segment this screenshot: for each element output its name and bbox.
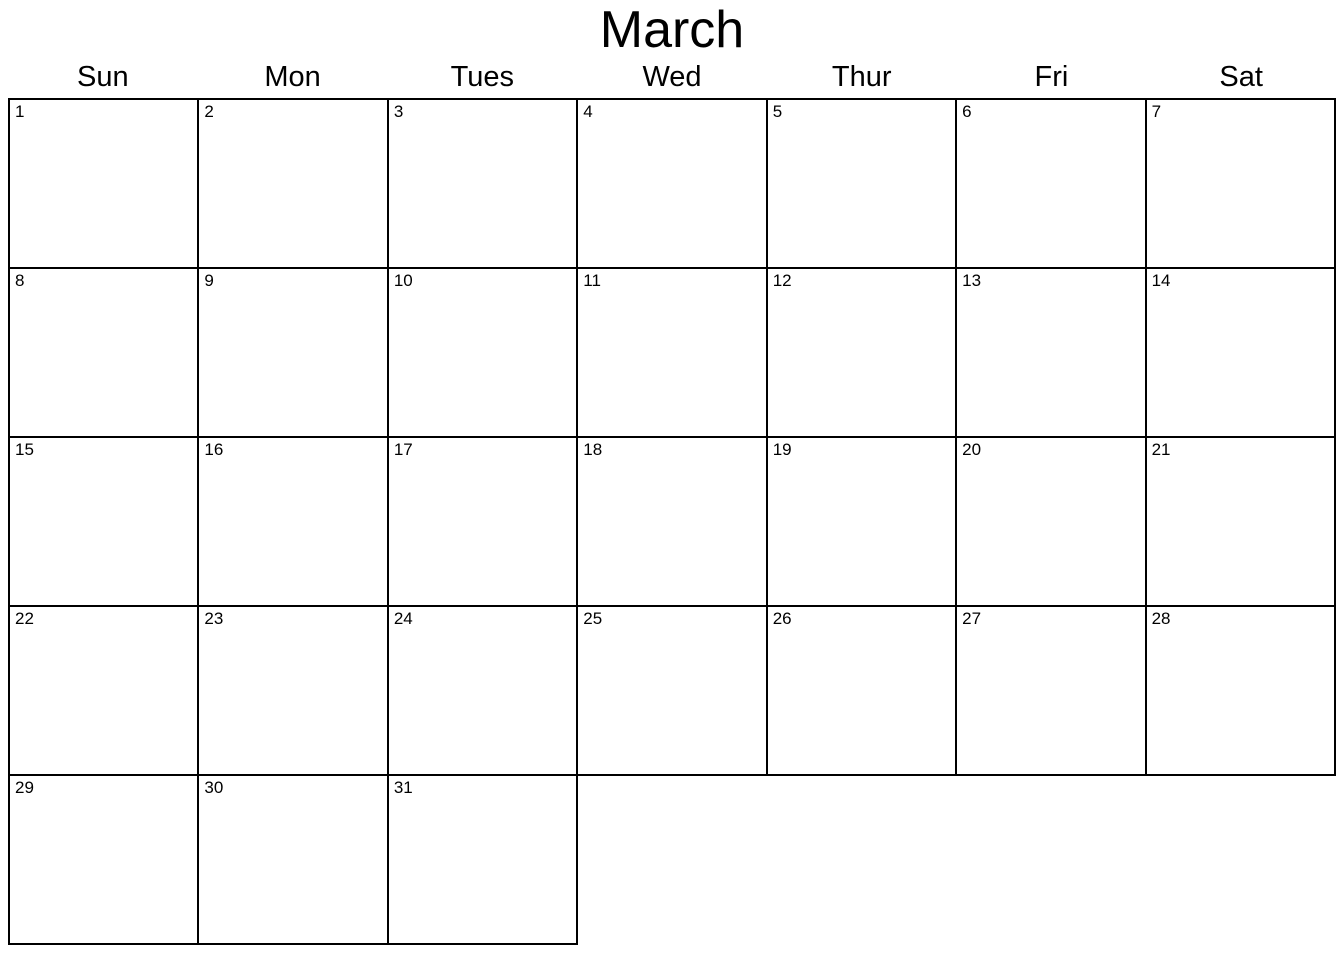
day-number: 7: [1151, 101, 1162, 121]
day-number: 31: [393, 777, 413, 797]
day-cell[interactable]: [10, 607, 199, 776]
weekday-header-wed: Wed: [642, 61, 702, 93]
weekday-header-thur: Thur: [831, 61, 892, 93]
day-number: 25: [583, 608, 603, 628]
page-title: March: [599, 1, 745, 59]
day-number: 6: [962, 101, 972, 121]
weekday-header-sat: Sat: [1219, 61, 1263, 93]
day-number: 24: [393, 608, 413, 628]
day-number: 22: [15, 608, 34, 628]
day-number: 23: [204, 608, 224, 628]
day-number: 11: [583, 270, 601, 290]
day-number: 3: [393, 101, 404, 121]
day-cell[interactable]: [389, 438, 578, 607]
day-number: 19: [772, 439, 792, 459]
day-cell[interactable]: [578, 438, 767, 607]
day-number: 14: [1151, 270, 1171, 290]
day-number: 29: [15, 777, 34, 797]
day-number: 20: [962, 439, 982, 459]
weekday-header-row: [8, 62, 1336, 98]
day-number: 27: [962, 608, 982, 628]
day-cell[interactable]: [1147, 100, 1336, 269]
day-number: 5: [772, 101, 783, 121]
day-cell-empty: [768, 776, 957, 945]
day-cell[interactable]: [768, 438, 957, 607]
day-number: 8: [15, 270, 25, 290]
day-cell[interactable]: [10, 776, 199, 945]
day-cell[interactable]: [389, 269, 578, 438]
day-cell[interactable]: [768, 100, 957, 269]
day-cell[interactable]: [768, 607, 957, 776]
day-cell[interactable]: [199, 776, 388, 945]
day-cell[interactable]: [199, 438, 388, 607]
day-cell[interactable]: [1147, 438, 1336, 607]
day-number: 16: [204, 439, 224, 459]
day-cell[interactable]: [1147, 607, 1336, 776]
day-number: 12: [772, 270, 792, 290]
day-cell-empty: [1147, 776, 1336, 945]
day-number: 2: [204, 101, 214, 121]
day-number: 15: [15, 439, 34, 459]
weekday-header-tues: Tues: [450, 61, 514, 93]
day-cell[interactable]: [10, 438, 199, 607]
day-number: 18: [583, 439, 603, 459]
day-cell[interactable]: [10, 100, 199, 269]
weekday-header-sun: Sun: [77, 61, 129, 93]
day-cell[interactable]: [1147, 269, 1336, 438]
day-number: 28: [1151, 608, 1171, 628]
day-cell[interactable]: [957, 607, 1146, 776]
day-number: 13: [962, 270, 982, 290]
day-cell[interactable]: [578, 100, 767, 269]
day-number: 1: [15, 101, 25, 121]
day-number: 9: [204, 270, 214, 290]
day-number: 26: [772, 608, 792, 628]
day-cell[interactable]: [199, 100, 388, 269]
day-cell-empty: [578, 776, 767, 945]
day-cell[interactable]: [768, 269, 957, 438]
day-number: 30: [204, 777, 224, 797]
day-cell[interactable]: [578, 607, 767, 776]
weekday-header-mon: Mon: [264, 61, 321, 93]
day-cell-empty: [957, 776, 1146, 945]
day-number: 4: [583, 101, 593, 121]
day-cell[interactable]: [957, 269, 1146, 438]
day-cell[interactable]: [578, 269, 767, 438]
day-number: 10: [393, 270, 413, 290]
calendar-grid: [8, 98, 1336, 945]
day-cell[interactable]: [957, 100, 1146, 269]
day-cell[interactable]: [957, 438, 1146, 607]
day-cell[interactable]: [389, 776, 578, 945]
day-cell[interactable]: [389, 607, 578, 776]
day-cell[interactable]: [199, 269, 388, 438]
day-cell[interactable]: [199, 607, 388, 776]
weekday-header-fri: Fri: [1034, 61, 1069, 93]
day-number: 21: [1151, 439, 1171, 459]
day-number: 17: [393, 439, 413, 459]
day-cell[interactable]: [10, 269, 199, 438]
day-cell[interactable]: [389, 100, 578, 269]
